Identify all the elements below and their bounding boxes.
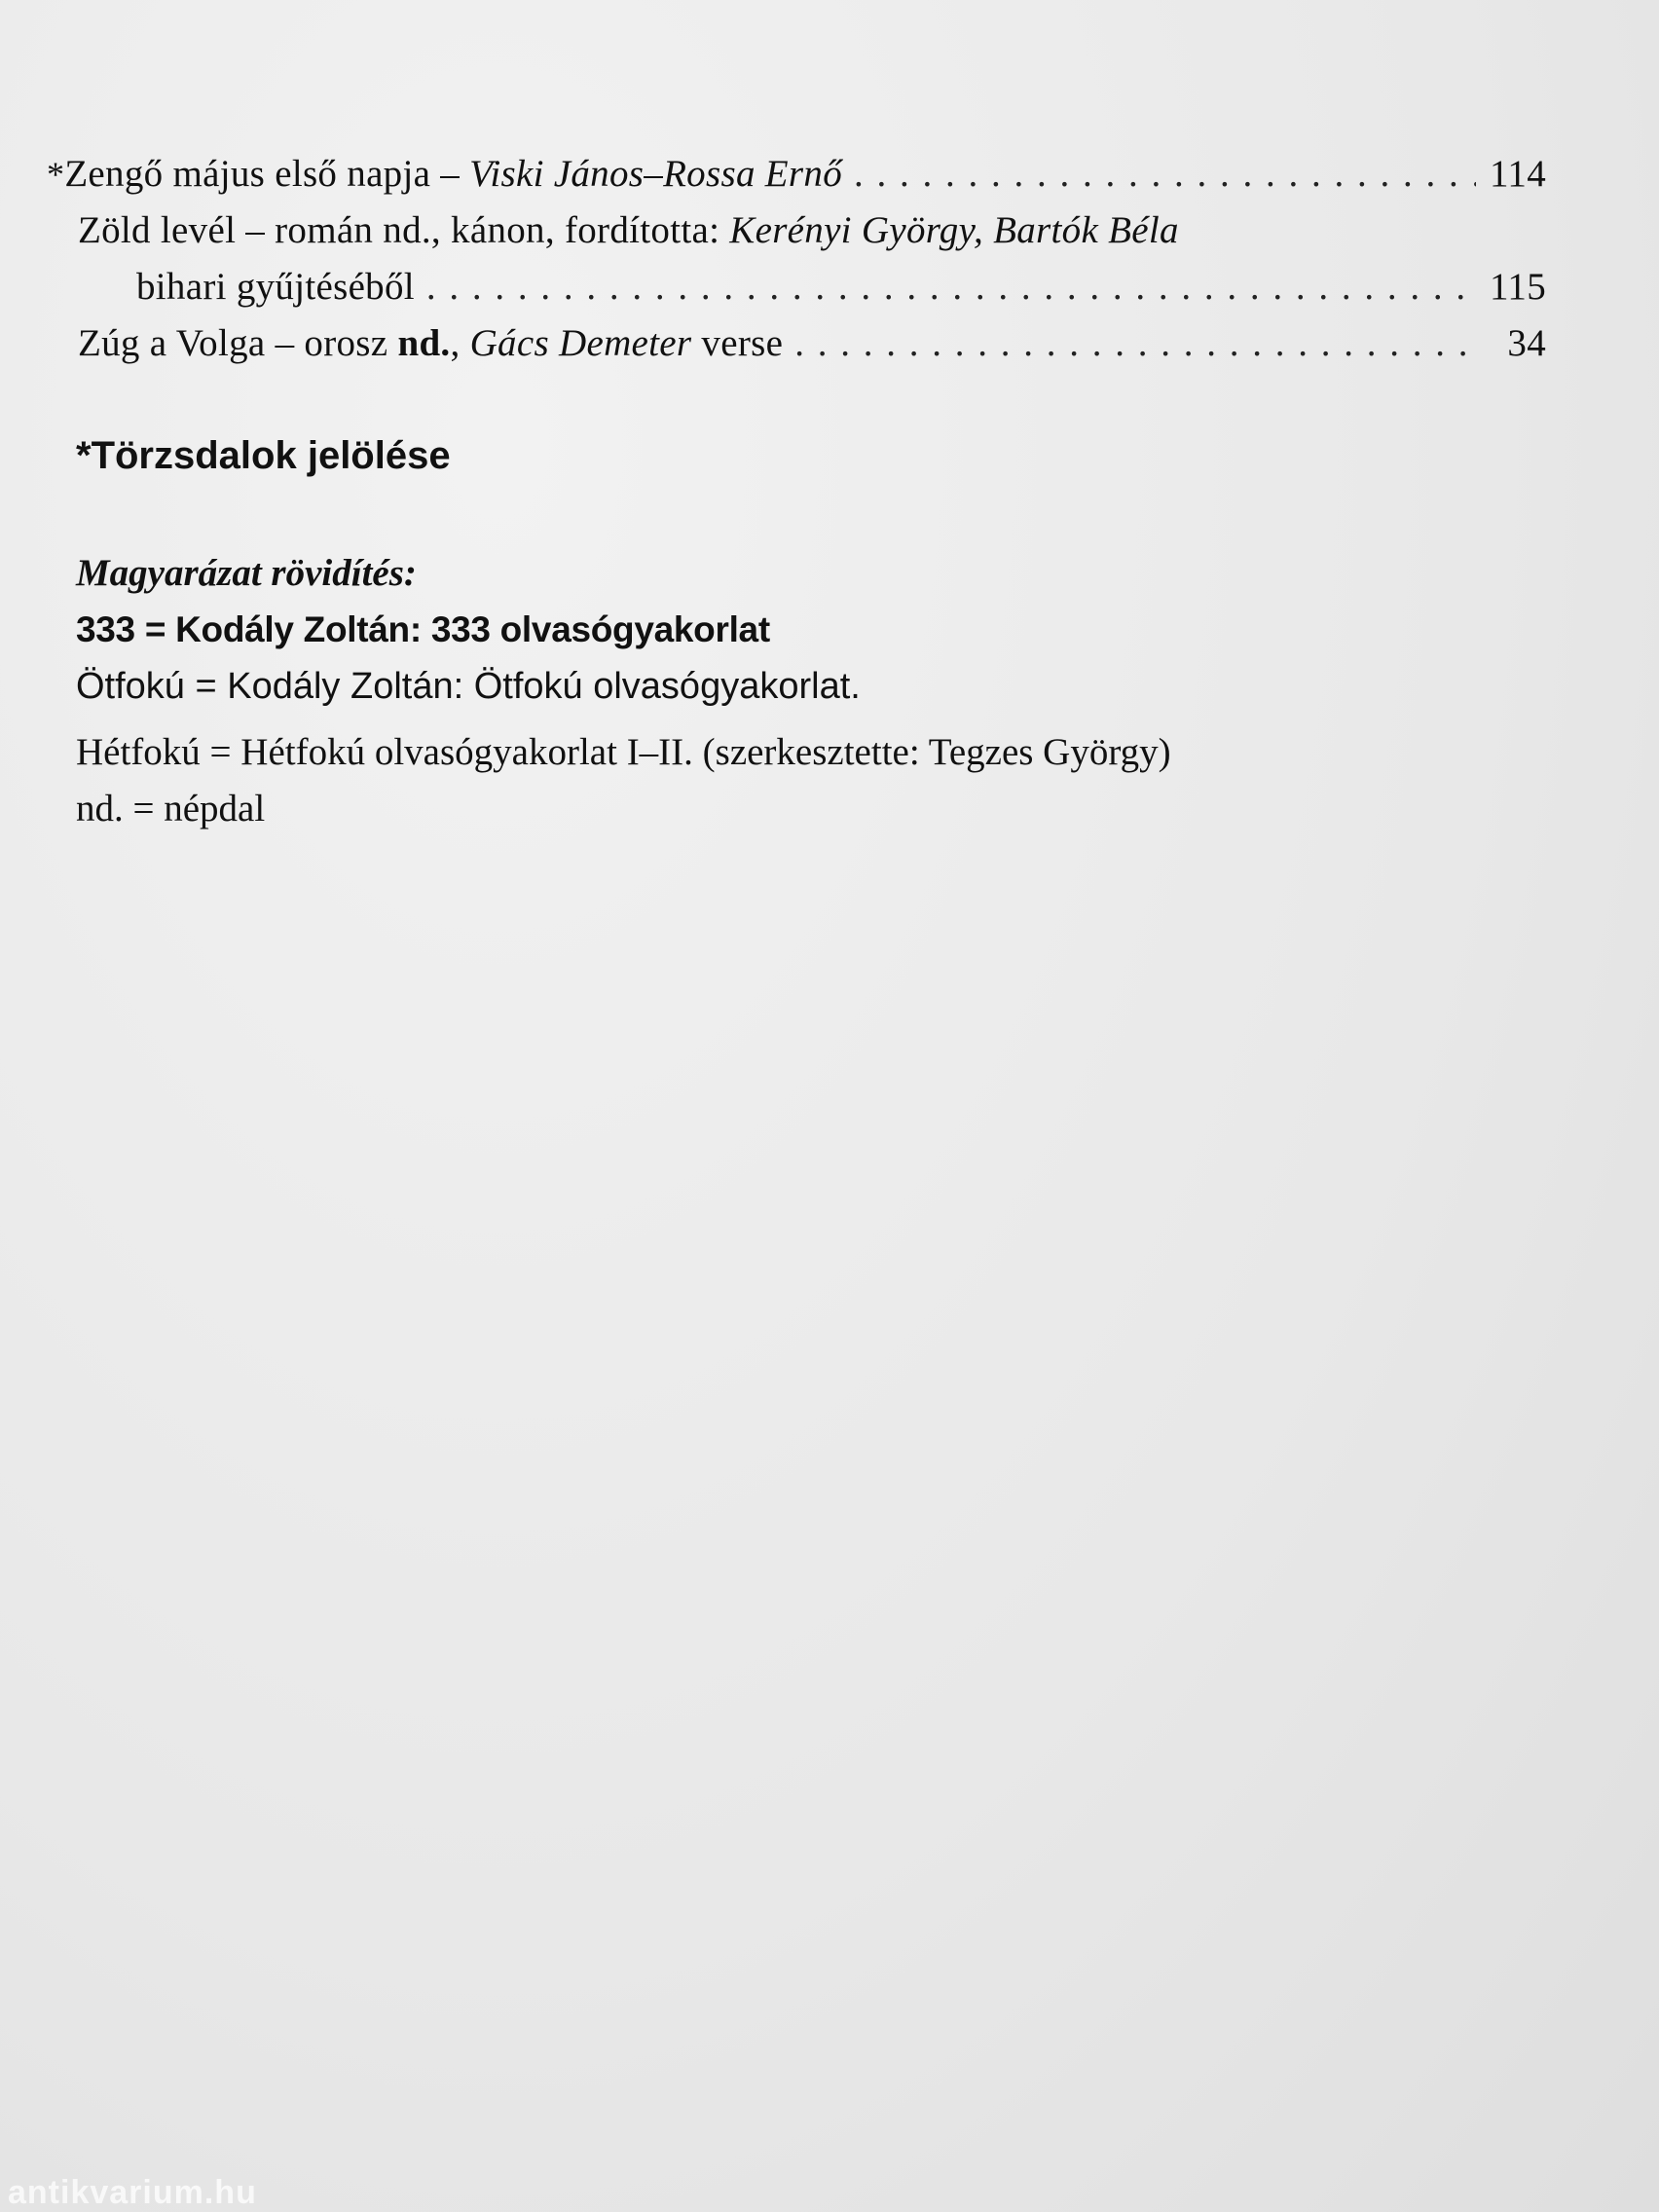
toc-entry [47, 146, 1546, 203]
legend-line: 333 = Kodály Zoltán: 333 olvasógyakorlat [76, 609, 770, 649]
entry-title: Zengő május első napja [64, 153, 431, 195]
entry-description-continued: bihari gyűjtéséből [136, 266, 415, 308]
table-of-contents [47, 146, 1546, 372]
abbreviations-legend [76, 545, 1171, 837]
entry-title: Zúg a Volga [78, 322, 266, 364]
legend-line: Hétfokú = Hétfokú olvasógyakorlat I–II. (szerkesztette: Tegzes György) [76, 731, 1171, 773]
legend-line: nd. = népdal [76, 788, 266, 830]
legend-title: Magyarázat rövidítés: [76, 552, 417, 594]
entry-page-number: 34 [1507, 322, 1546, 364]
leader-dots [794, 315, 1476, 372]
leader-dots [854, 146, 1476, 203]
entry-title: Zöld levél [78, 209, 237, 251]
entry-author: Kerényi György, Bartók Béla [729, 209, 1179, 251]
entry-page-number: 114 [1490, 153, 1546, 195]
entry-abbreviation: nd. [397, 322, 451, 364]
entry-colon: : [709, 209, 730, 251]
leader-dots [426, 259, 1476, 315]
entry-description: – román nd., kánon, fordította [236, 209, 710, 251]
watermark: antikvarium.hu [8, 2174, 257, 2211]
toc-entry [47, 315, 1546, 372]
entry-author: Gács Demeter [469, 322, 692, 364]
entry-description: – orosz [265, 322, 398, 364]
entry-author: Viski János–Rossa Ernő [469, 153, 842, 195]
entry-comma: , [450, 322, 470, 364]
legend-line: Ötfokú = Kodály Zoltán: Ötfokú olvasógyakorlat. [76, 666, 861, 707]
core-songs-heading: *Törzsdalok jelölése [76, 434, 451, 477]
entry-page-number: 115 [1490, 266, 1546, 308]
entry-suffix: verse [691, 322, 784, 364]
toc-entry [47, 203, 1546, 315]
core-song-marker: * [47, 155, 65, 194]
entry-separator: – [430, 153, 470, 195]
